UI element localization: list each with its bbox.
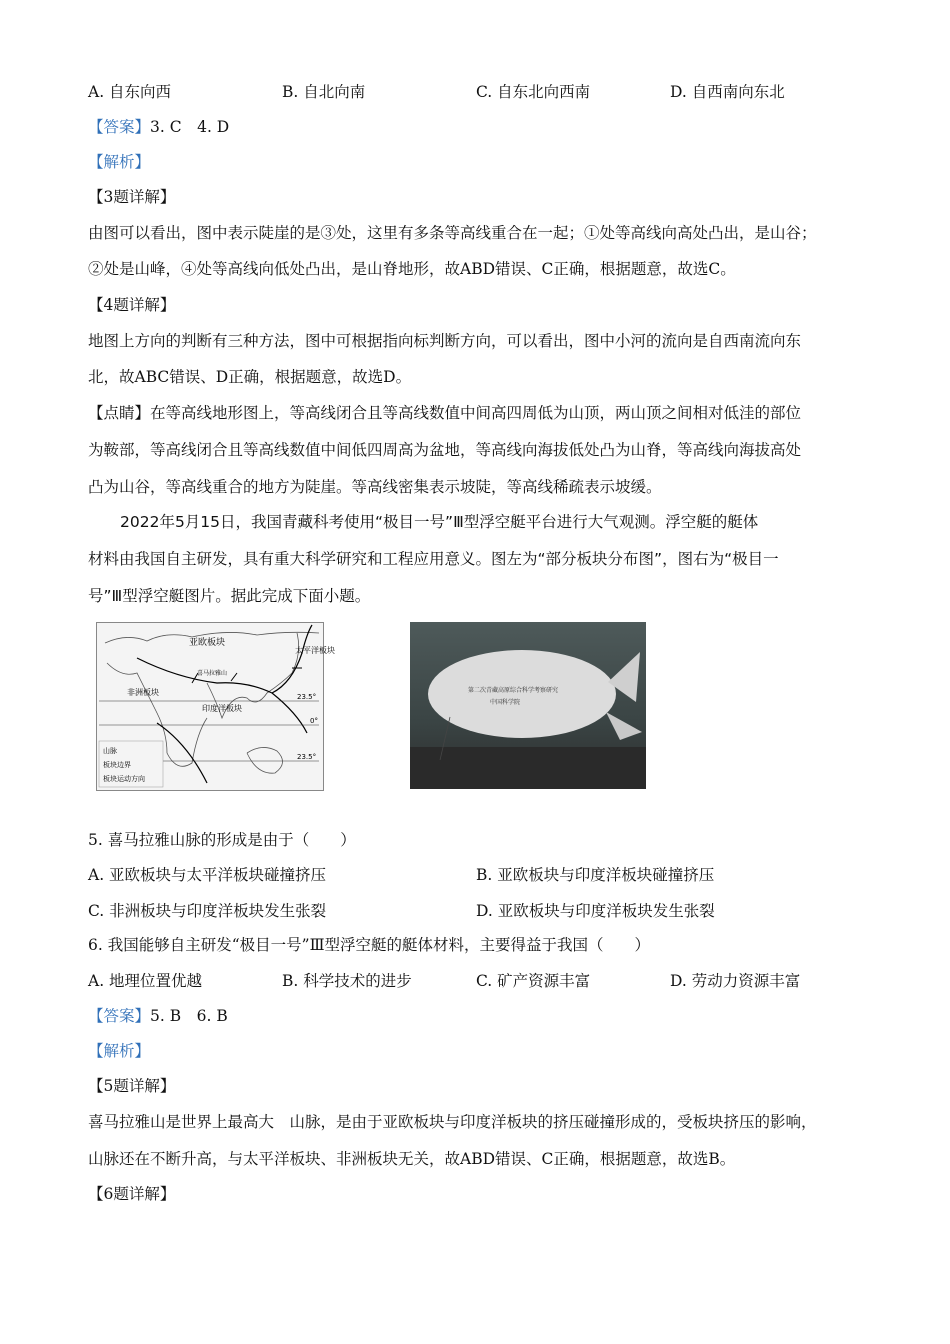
airship-drawing bbox=[410, 622, 646, 789]
q6-option-d: D. 劳动力资源丰富 bbox=[670, 972, 801, 990]
label-eurasian-plate: 亚欧板块 bbox=[189, 638, 226, 648]
q4-option-a: A. 自东向西 bbox=[88, 83, 172, 101]
answer-text: 3. C 4. D bbox=[150, 118, 230, 136]
label-indian-ocean-plate: 印度洋板块 bbox=[202, 704, 242, 713]
q6-option-b: B. 科学技术的进步 bbox=[282, 972, 412, 990]
legend-mountain: 山脉 bbox=[103, 747, 117, 755]
label-lat-south: 23.5° bbox=[297, 753, 317, 761]
answer-tag: 【答案】 bbox=[88, 118, 151, 136]
answer-line-2 bbox=[88, 1006, 228, 1026]
airship-fin-lower bbox=[606, 712, 642, 740]
airship-photo bbox=[410, 622, 646, 789]
q5-detail-heading: 【5题详解】 bbox=[88, 1077, 176, 1095]
q5-option-a: A. 亚欧板块与太平洋板块碰撞挤压 bbox=[88, 866, 327, 884]
q6-option-c: C. 矿产资源丰富 bbox=[476, 972, 591, 990]
q4-detail-line-1: 地图上方向的判断有三种方法，图中可根据指向标判断方向，可以看出，图中小河的流向是自西南流向东 bbox=[88, 332, 802, 350]
q6-option-a: A. 地理位置优越 bbox=[88, 972, 203, 990]
legend-motion: 板块运动方向 bbox=[103, 775, 145, 783]
passage-line-2: 材料由我国自主研发，具有重大科学研究和工程应用意义。图左为“部分板块分布图”，图右为“极目一 bbox=[88, 550, 779, 568]
q3-detail-heading: 【3题详解】 bbox=[88, 188, 176, 206]
answer-tag-2: 【答案】 bbox=[88, 1007, 151, 1025]
tip-tag: 【点睛】 bbox=[88, 404, 151, 422]
q6-detail-heading: 【6题详解】 bbox=[88, 1185, 176, 1203]
q5-stem: 5. 喜马拉雅山脉的形成是由于（ ） bbox=[88, 831, 356, 849]
plate-map bbox=[96, 622, 335, 791]
airship-caption-1: 第二次青藏高原综合科学考察研究 bbox=[468, 687, 559, 694]
q5-detail-line-1: 喜马拉雅山是世界上最高大 山脉，是由于亚欧板块与印度洋板块的挤压碰撞形成的，受板块挤压的影响， bbox=[88, 1113, 817, 1131]
q5-option-c: C. 非洲板块与印度洋板块发生张裂 bbox=[88, 902, 327, 920]
q3-detail-line-1: 由图可以看出，图中表示陡崖的是③处，这里有多条等高线重合在一起；①处等高线向高处凸出，是山谷； bbox=[88, 224, 817, 242]
answer-text-2: 5. B 6. B bbox=[150, 1007, 228, 1025]
tip-text-1: 在等高线地形图上，等高线闭合且等高线数值中间高四周低为山顶，两山顶之间相对低洼的部位 bbox=[150, 404, 802, 422]
analysis-tag-2: 【解析】 bbox=[88, 1042, 151, 1060]
q4-option-d: D. 自西南向东北 bbox=[670, 83, 785, 101]
label-himalaya: 喜马拉雅山 bbox=[197, 670, 228, 677]
q4-option-c: C. 自东北向西南 bbox=[476, 83, 591, 101]
legend-boundary: 板块边界 bbox=[103, 761, 131, 769]
tip-line-2: 为鞍部，等高线闭合且等高线数值中间低四周高为盆地，等高线向海拔低处凸为山脊，等高线向海拔高处 bbox=[88, 441, 802, 459]
q4-detail-heading: 【4题详解】 bbox=[88, 296, 176, 314]
airship-caption-2: 中国科学院 bbox=[490, 699, 521, 706]
q5-detail-line-2: 山脉还在不断升高，与太平洋板块、非洲板块无关，故ABD错误、C正确，根据题意，故选B。 bbox=[88, 1150, 736, 1168]
analysis-tag-1: 【解析】 bbox=[88, 153, 151, 171]
tip-line-3: 凸为山谷，等高线重合的地方为陡崖。等高线密集表示坡陡，等高线稀疏表示坡缓。 bbox=[88, 478, 662, 496]
passage-line-3: 号”Ⅲ型浮空艇图片。据此完成下面小题。 bbox=[88, 587, 371, 605]
label-lat-north: 23.5° bbox=[297, 693, 317, 701]
label-african-plate: 非洲板块 bbox=[127, 688, 159, 697]
tip-line-1 bbox=[88, 403, 801, 423]
q4-option-b: B. 自北向南 bbox=[282, 83, 366, 101]
label-lat-equator: 0° bbox=[310, 717, 318, 725]
airship-envelope bbox=[428, 650, 616, 738]
q4-detail-line-2: 北，故ABC错误、D正确，根据题意，故选D。 bbox=[88, 368, 412, 386]
q3-detail-line-2: ②处是山峰，④处等高线向低处凸出，是山脊地形，故ABD错误、C正确，根据题意，故选C。 bbox=[88, 260, 736, 278]
q5-option-b: B. 亚欧板块与印度洋板块碰撞挤压 bbox=[476, 866, 715, 884]
q6-stem: 6. 我国能够自主研发“极目一号”Ⅲ型浮空艇的艇体材料，主要得益于我国（ ） bbox=[88, 936, 651, 954]
label-pacific-plate: 太平洋板块 bbox=[295, 646, 335, 655]
answer-line-1 bbox=[88, 117, 229, 137]
passage-line-1: 2022年5月15日，我国青藏科考使用“极目一号”Ⅲ型浮空艇平台进行大气观测。浮空艇的艇体 bbox=[120, 513, 759, 531]
ground bbox=[410, 747, 646, 789]
q5-option-d: D. 亚欧板块与印度洋板块发生张裂 bbox=[476, 902, 715, 920]
